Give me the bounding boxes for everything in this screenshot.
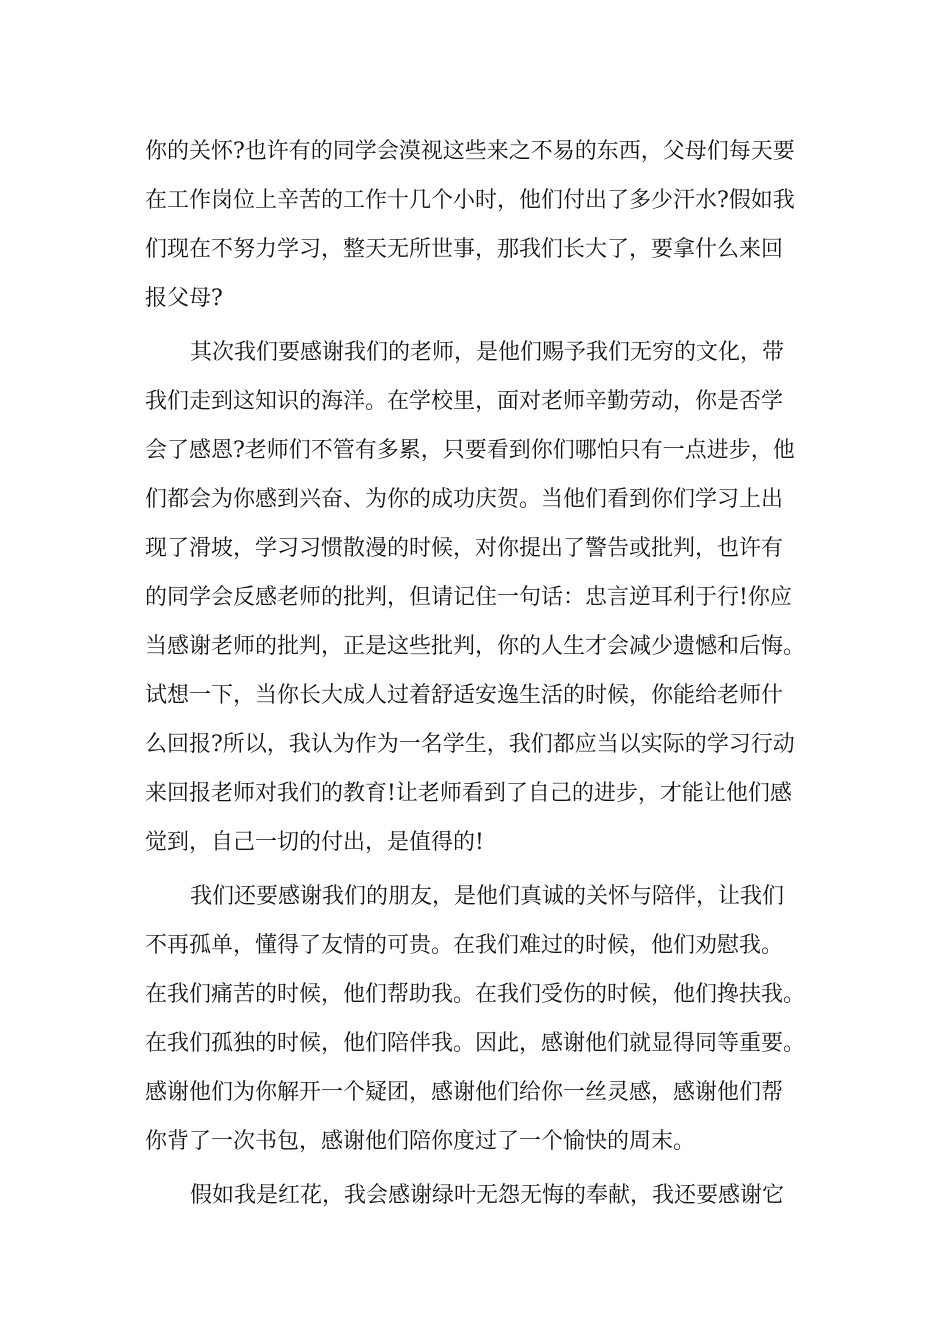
paragraph-first-line: 其次我们要感谢我们的老师，是他们赐予我们无穷的文化，带 — [190, 340, 785, 365]
text-line: 我们走到这知识的海洋。在学校里，面对老师辛勤劳动，你是否学 — [145, 389, 784, 414]
text-line: 报父母? — [145, 286, 223, 311]
paragraph-first-line: 我们还要感谢我们的朋友，是他们真诚的关怀与陪伴，让我们 — [190, 884, 785, 909]
text-line: 在工作岗位上辛苦的工作十几个小时，他们付出了多少汗水?假如我 — [145, 188, 795, 213]
text-line: 现了滑坡，学习习惯散漫的时候，对你提出了警告或批判，也许有 — [145, 536, 784, 561]
text-line: 当感谢老师的批判，正是这些批判，你的人生才会减少遗憾和后悔。 — [145, 634, 806, 659]
text-line: 们现在不努力学习，整天无所世事，那我们长大了，要拿什么来回 — [145, 237, 784, 262]
text-line: 来回报老师对我们的教育!让老师看到了自己的进步，才能让他们感 — [145, 781, 792, 806]
text-line: 你背了一次书包，感谢他们陪你度过了一个愉快的周末。 — [145, 1129, 696, 1154]
text-line: 感谢他们为你解开一个疑团，感谢他们给你一丝灵感，感谢他们帮 — [145, 1080, 784, 1105]
text-line: 会了感恩?老师们不管有多累，只要看到你们哪怕只有一点进步，他 — [145, 438, 795, 463]
text-line: 在我们痛苦的时候，他们帮助我。在我们受伤的时候，他们搀扶我。 — [145, 982, 806, 1007]
paragraph-first-line: 假如我是红花，我会感谢绿叶无怨无悔的奉献，我还要感谢它 — [190, 1183, 785, 1208]
text-line: 不再孤单，懂得了友情的可贵。在我们难过的时候，他们劝慰我。 — [145, 933, 784, 958]
text-line: 的同学会反感老师的批判，但请记住一句话：忠言逆耳利于行!你应 — [145, 585, 792, 610]
text-line: 么回报?所以，我认为作为一名学生，我们都应当以实际的学习行动 — [145, 732, 795, 757]
text-line: 你的关怀?也许有的同学会漠视这些来之不易的东西，父母们每天要 — [145, 139, 795, 164]
text-line: 们都会为你感到兴奋、为你的成功庆贺。当他们看到你们学习上出 — [145, 487, 784, 512]
text-line: 觉到，自己一切的付出，是值得的! — [145, 830, 484, 855]
text-line: 试想一下，当你长大成人过着舒适安逸生活的时候，你能给老师什 — [145, 683, 784, 708]
text-line: 在我们孤独的时候，他们陪伴我。因此，感谢他们就显得同等重要。 — [145, 1031, 806, 1056]
